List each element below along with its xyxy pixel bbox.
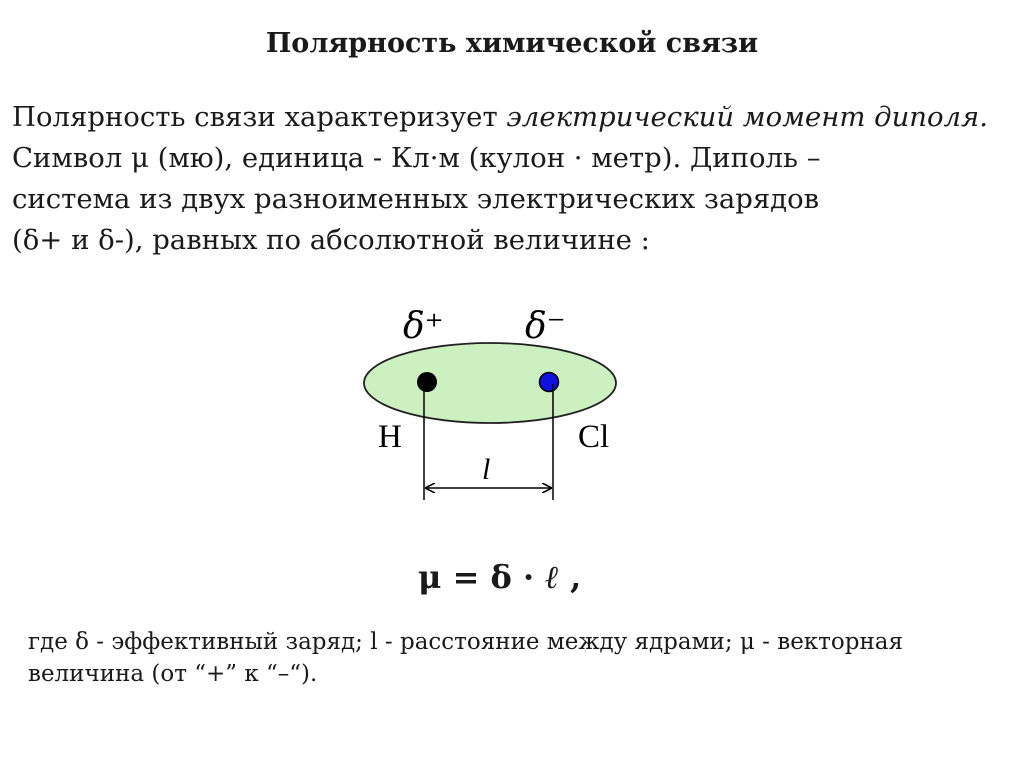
intro-emphasis: электрический момент диполя. xyxy=(506,101,989,133)
hydrogen-label: H xyxy=(378,419,402,455)
chlorine-atom-dot xyxy=(540,373,559,392)
intro-line-4: (δ+ и δ-), равных по абсолютной величине : xyxy=(12,224,650,256)
distance-label: l xyxy=(482,453,491,486)
formula-tail: , xyxy=(558,558,582,596)
hydrogen-atom-dot xyxy=(417,372,437,392)
formula-middle: = δ · xyxy=(441,558,546,596)
intro-line-2: Символ μ (мю), единица - Кл·м (кулон · метр). Диполь – xyxy=(12,142,821,174)
footnote-line-2: величина (от “+” к “–“). xyxy=(28,661,318,687)
chlorine-label: Cl xyxy=(578,419,610,455)
slide-title: Полярность химической связи xyxy=(265,28,759,59)
intro-line-1-text: Полярность связи характеризует xyxy=(12,101,507,133)
formula-mu: μ xyxy=(418,558,442,596)
footnote-line-1: где δ - эффективный заряд; l - расстояние между ядрами; μ - векторная xyxy=(28,629,904,655)
footnote xyxy=(28,626,1018,690)
intro-line-3: система из двух разноименных электрических зарядов xyxy=(12,183,820,215)
molecule-ellipse xyxy=(364,343,616,423)
formula-l: ℓ xyxy=(545,558,559,596)
charge-positive-label: δ⁺ xyxy=(403,306,444,347)
dipole-formula xyxy=(418,558,581,596)
charge-negative-label: δ⁻ xyxy=(525,306,566,347)
